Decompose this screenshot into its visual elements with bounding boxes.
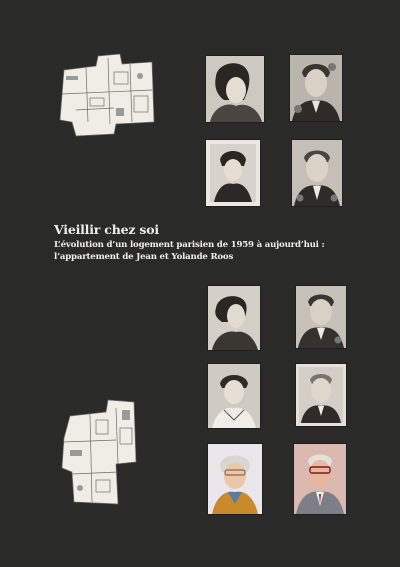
book-subtitle-line-1: L’évolution d’un logement parisien de 1959 à aujourd’hui : xyxy=(54,240,325,250)
portrait-man-4 xyxy=(296,364,346,426)
book-subtitle-line-2: l’appartement de Jean et Yolande Roos xyxy=(54,252,234,262)
portrait-man-2 xyxy=(292,140,342,206)
floor-plan-1959 xyxy=(56,52,156,137)
portrait-woman-1 xyxy=(206,56,264,122)
portrait-woman-color xyxy=(208,444,262,514)
portrait-man-1 xyxy=(290,55,342,121)
cover-title-block xyxy=(54,222,364,263)
portrait-man-color xyxy=(294,444,346,514)
portrait-man-3 xyxy=(296,286,346,348)
portrait-woman-2 xyxy=(206,140,260,206)
floor-plan-today xyxy=(60,398,138,506)
portrait-woman-4 xyxy=(208,364,260,428)
book-title: Vieillir chez soi xyxy=(54,222,159,237)
portrait-woman-3 xyxy=(208,286,260,350)
